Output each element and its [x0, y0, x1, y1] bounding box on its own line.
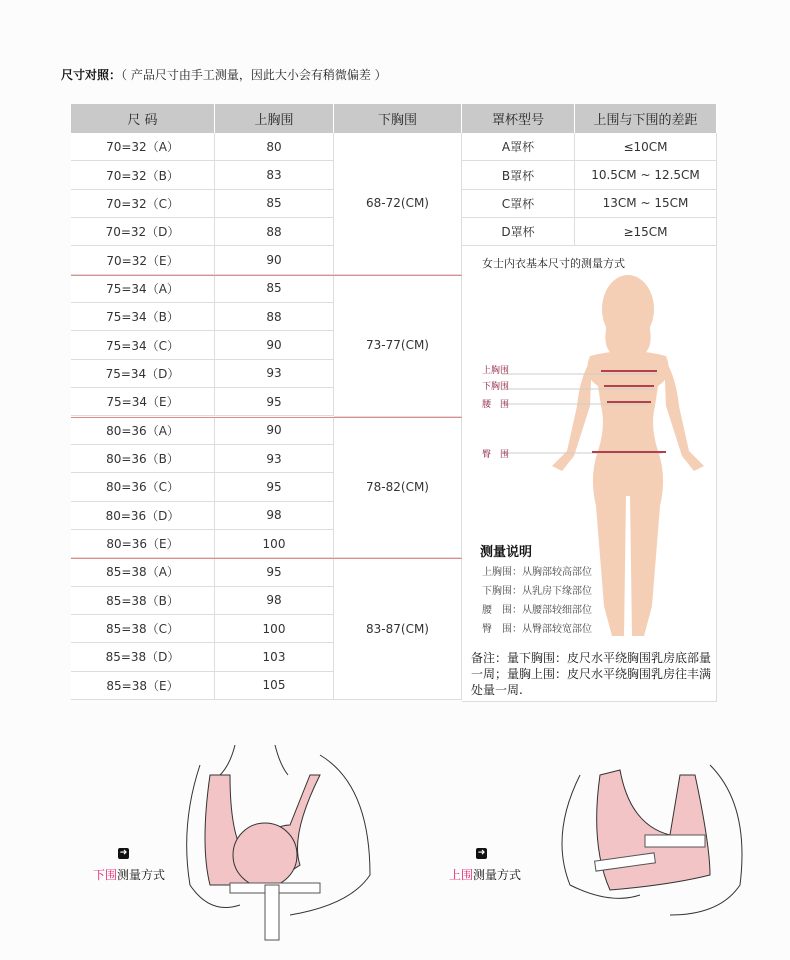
method-item: 腰 围：从腰部较细部位	[482, 605, 592, 616]
upper-bust-cell: 103	[215, 643, 334, 671]
under-bust-cell: 73-77(CM)	[334, 275, 462, 417]
upper-bust-cell: 95	[215, 473, 334, 501]
size-cell: 80=36（A）	[71, 417, 215, 445]
size-cell: 75=34（A）	[71, 275, 215, 303]
upper-bust-cell: 90	[215, 246, 334, 274]
figure-title: 女士内衣基本尺寸的测量方式	[482, 257, 625, 270]
title-label: 尺寸对照：	[61, 68, 122, 82]
upper-bust-cell: 90	[215, 331, 334, 359]
column-header: 上胸围	[215, 104, 334, 133]
measurement-figure-panel	[462, 246, 717, 702]
upper-bust-cell: 95	[215, 558, 334, 586]
upper-bust-cell: 80	[215, 133, 334, 161]
upper-bust-cell: 98	[215, 502, 334, 530]
cup-type-cell: D罩杯	[462, 218, 575, 246]
measurement-note: 备注：量下胸围：皮尺水平绕胸围乳房底部量一周；量胸上围：皮尺水平绕胸围乳房往丰满处量一周.	[471, 651, 712, 697]
under-bust-cell: 78-82(CM)	[334, 417, 462, 559]
upper-bust-cell: 88	[215, 218, 334, 246]
cup-difference-cell: ≤10CM	[575, 133, 717, 161]
size-cell: 85=38（E）	[71, 672, 215, 700]
under-bust-cell: 83-87(CM)	[334, 558, 462, 700]
cup-difference-cell: 10.5CM ~ 12.5CM	[575, 161, 717, 189]
upper-bust-cell: 93	[215, 360, 334, 388]
upper-bust-cell: 100	[215, 530, 334, 558]
under-bust-illustration	[170, 745, 430, 945]
page-title	[61, 66, 387, 83]
size-cell: 70=32（B）	[71, 161, 215, 189]
cup-type-cell: C罩杯	[462, 190, 575, 218]
size-cell: 70=32（C）	[71, 190, 215, 218]
column-header: 下胸围	[334, 104, 462, 133]
method-item: 臀 围：从臀部较宽部位	[482, 624, 592, 635]
size-cell: 75=34（C）	[71, 331, 215, 359]
size-cell: 85=38（C）	[71, 615, 215, 643]
label-upper-bust: 上胸围	[482, 366, 510, 376]
size-cell: 70=32（A）	[71, 133, 215, 161]
group-separator	[71, 275, 462, 276]
upper-bust-caption	[449, 866, 521, 883]
size-cell: 80=36（D）	[71, 502, 215, 530]
size-cell: 70=32（D）	[71, 218, 215, 246]
cup-difference-cell: 13CM ~ 15CM	[575, 190, 717, 218]
caption-highlight: 下围	[93, 868, 118, 882]
caption-text: 测量方式	[473, 868, 522, 882]
cup-type-cell: A罩杯	[462, 133, 575, 161]
label-hip: 臀 围	[482, 450, 510, 460]
upper-bust-cell: 85	[215, 275, 334, 303]
upper-bust-cell: 95	[215, 388, 334, 416]
under-bust-caption	[93, 866, 165, 883]
upper-bust-cell: 88	[215, 303, 334, 331]
caption-text: 测量方式	[117, 868, 166, 882]
column-header: 尺 码	[71, 104, 215, 133]
label-under-bust: 下胸围	[482, 382, 510, 392]
title-note: （ 产品尺寸由手工测量，因此大小会有稍微偏差 ）	[121, 68, 387, 82]
label-waist: 腰 围	[482, 400, 510, 410]
upper-bust-cell: 100	[215, 615, 334, 643]
upper-bust-illustration	[550, 745, 790, 945]
arrow-icon: ➜	[477, 848, 486, 858]
method-item: 下胸围：从乳房下缘部位	[482, 586, 592, 597]
upper-bust-cell: 83	[215, 161, 334, 189]
size-cell: 80=36（E）	[71, 530, 215, 558]
size-cell: 85=38（A）	[71, 558, 215, 586]
cup-difference-cell: ≥15CM	[575, 218, 717, 246]
upper-bust-cell: 85	[215, 190, 334, 218]
size-cell: 75=34（D）	[71, 360, 215, 388]
size-cell: 70=32（E）	[71, 246, 215, 274]
group-separator	[71, 558, 462, 559]
upper-bust-cell: 93	[215, 445, 334, 473]
size-cell: 85=38（B）	[71, 587, 215, 615]
size-cell: 85=38（D）	[71, 643, 215, 671]
size-cell: 80=36（C）	[71, 473, 215, 501]
group-separator	[71, 417, 462, 418]
under-bust-cell: 68-72(CM)	[334, 133, 462, 275]
cup-column-header: 罩杯型号	[462, 104, 575, 133]
method-title: 测量说明	[480, 545, 533, 560]
upper-bust-cell: 105	[215, 672, 334, 700]
size-cell: 75=34（B）	[71, 303, 215, 331]
upper-bust-cell: 90	[215, 417, 334, 445]
upper-bust-cell: 98	[215, 587, 334, 615]
method-item: 上胸围：从胸部较高部位	[482, 567, 592, 578]
arrow-icon: ➜	[119, 848, 128, 858]
size-cell: 80=36（B）	[71, 445, 215, 473]
caption-highlight: 上围	[449, 868, 474, 882]
size-cell: 75=34（E）	[71, 388, 215, 416]
cup-type-cell: B罩杯	[462, 161, 575, 189]
cup-column-header: 上围与下围的差距	[575, 104, 717, 133]
